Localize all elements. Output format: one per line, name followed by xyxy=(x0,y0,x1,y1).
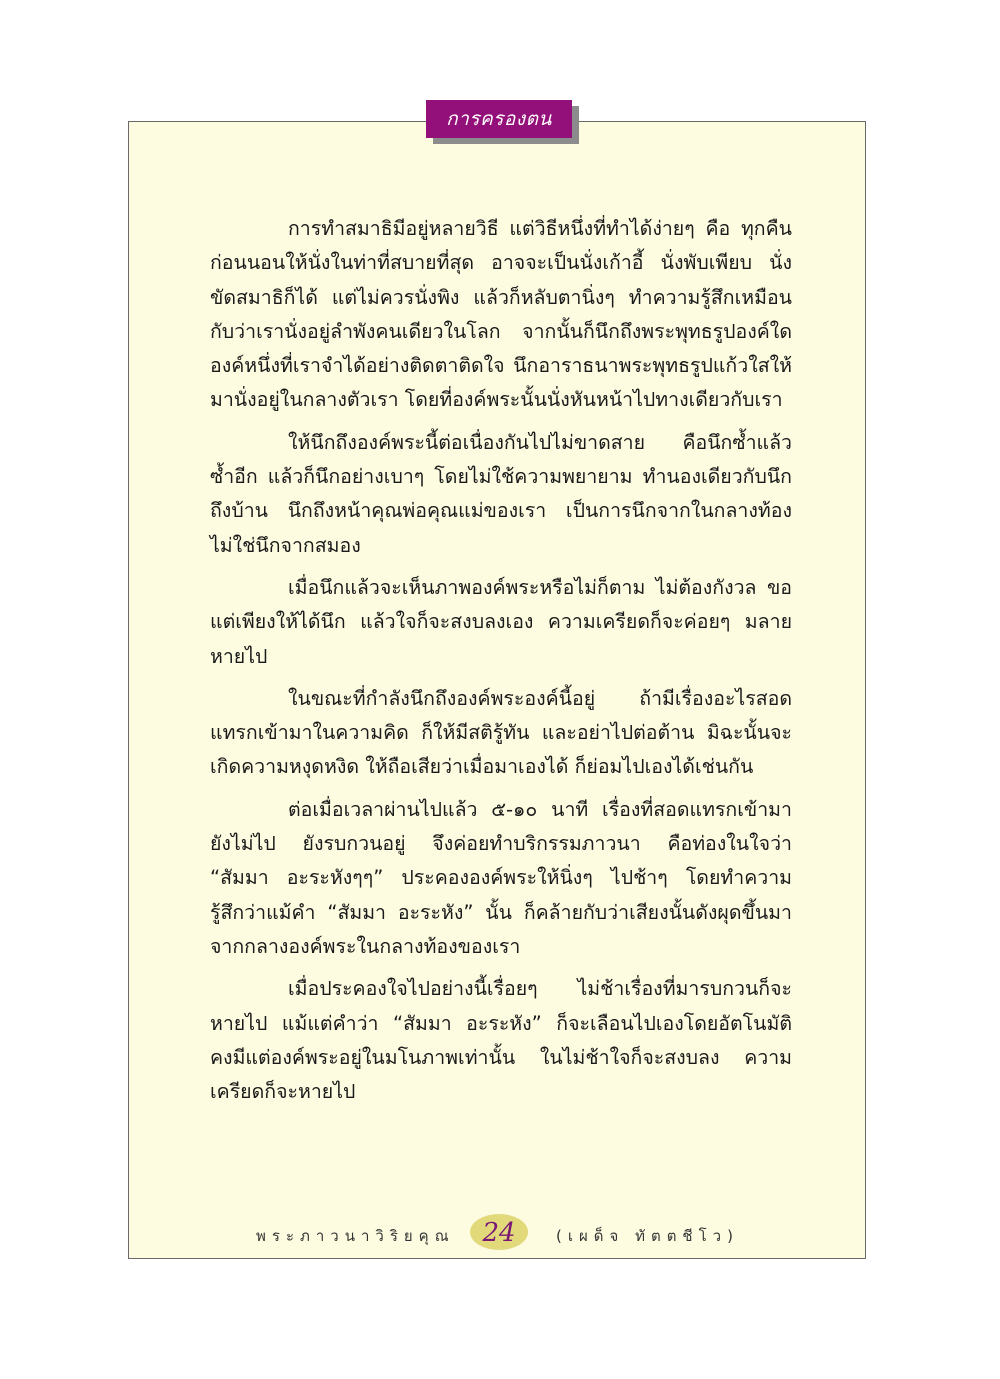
page-number: 24 xyxy=(482,1218,516,1248)
text-line: ถึงบ้าน นึกถึงหน้าคุณพ่อคุณแม่ของเรา เป็นการนึกจากในกลางท้อง xyxy=(210,499,792,523)
page-footer xyxy=(128,1214,866,1254)
text-line: ต่อเมื่อเวลาผ่านไปแล้ว ๕-๑๐ นาที เรื่องที่สอดแทรกเข้ามา xyxy=(288,797,792,821)
text-line: หายไป xyxy=(210,644,268,668)
text-line: องค์หนึ่งที่เราจำได้อย่างติดตาติดใจ นึกอาราธนาพระพุทธรูปแก้วใสให้ xyxy=(210,354,792,378)
chapter-header-tab: การครองตน xyxy=(426,100,572,138)
paragraph-5 xyxy=(210,793,792,964)
text-line: ซ้ำอีก แล้วก็นึกอย่างเบาๆ โดยไม่ใช้ความพยายาม ทำนองเดียวกับนึก xyxy=(210,465,792,489)
text-line: หายไป แม้แต่คำว่า “สัมมา อะระหัง” ก็จะเลือนไปเองโดยอัตโนมัติ xyxy=(210,1011,792,1035)
text-line: แต่เพียงให้ได้นึก แล้วใจก็จะสงบลงเอง ความเครียดก็จะค่อยๆ มลาย xyxy=(210,610,792,634)
text-line: รู้สึกว่าแม้คำ “สัมมา อะระหัง” นั้น ก็คล้ายกับว่าเสียงนั้นดังผุดขึ้นมา xyxy=(210,900,792,924)
text-line: เมื่อนึกแล้วจะเห็นภาพองค์พระหรือไม่ก็ตาม ไม่ต้องกังวล ขอ xyxy=(288,575,792,599)
paragraph-3 xyxy=(210,571,792,674)
paragraph-1 xyxy=(210,212,792,418)
text-line: ไม่ใช่นึกจากสมอง xyxy=(210,533,361,557)
text-line: จากกลางองค์พระในกลางท้องของเรา xyxy=(210,934,521,958)
text-line: ก่อนนอนให้นั่งในท่าที่สบายที่สุด อาจจะเป็นนั่งเก้าอี้ นั่งพับเพียบ นั่ง xyxy=(210,251,792,275)
body-text xyxy=(210,212,792,1117)
footer-author: (เผด็จ ทัตตชีโว) xyxy=(556,1227,739,1245)
text-line: ขัดสมาธิก็ได้ แต่ไม่ควรนั่งพิง แล้วก็หลับตานิ่งๆ ทำความรู้สึกเหมือน xyxy=(210,285,792,309)
text-line: ให้นึกถึงองค์พระนี้ต่อเนื่องกันไปไม่ขาดสาย คือนึกซ้ำแล้ว xyxy=(288,430,792,454)
text-line: แทรกเข้ามาในความคิด ก็ให้มีสติรู้ทัน และอย่าไปต่อต้าน มิฉะนั้นจะ xyxy=(210,721,792,745)
paragraph-2 xyxy=(210,426,792,563)
paragraph-6 xyxy=(210,972,792,1109)
text-line: การทำสมาธิมีอยู่หลายวิธี แต่วิธีหนึ่งที่ทำได้ง่ายๆ คือ ทุกคืน xyxy=(288,217,792,240)
text-line: “สัมมา อะระหังๆๆ” ประคององค์พระให้นิ่งๆ ไปช้าๆ โดยทำความ xyxy=(210,866,792,890)
text-line: เครียดก็จะหายไป xyxy=(210,1080,356,1104)
text-line: เมื่อประคองใจไปอย่างนี้เรื่อยๆ ไม่ช้าเรื่องที่มารบกวนก็จะ xyxy=(288,977,792,1001)
text-line: คงมีแต่องค์พระอยู่ในมโนภาพเท่านั้น ในไม่ช้าใจก็จะสงบลง ความ xyxy=(210,1045,792,1069)
text-line: กับว่าเรานั่งอยู่ลำพังคนเดียวในโลก จากนั้นก็นึกถึงพระพุทธรูปองค์ใด xyxy=(210,319,792,343)
text-line: ในขณะที่กำลังนึกถึงองค์พระองค์นี้อยู่ ถ้ามีเรื่องอะไรสอด xyxy=(288,686,792,710)
text-line: ยังไม่ไป ยังรบกวนอยู่ จึงค่อยทำบริกรรมภาวนา คือท่องในใจว่า xyxy=(210,832,792,856)
paragraph-4 xyxy=(210,682,792,785)
footer-book-title: พระภาวนาวิริยคุณ xyxy=(256,1227,455,1245)
text-line: เกิดความหงุดหงิด ให้ถือเสียว่าเมื่อมาเองได้ ก็ย่อมไปเองได้เช่นกัน xyxy=(210,755,754,779)
text-line: มานั่งอยู่ในกลางตัวเรา โดยที่องค์พระนั้นนั่งหันหน้าไปทางเดียวกับเรา xyxy=(210,388,783,412)
